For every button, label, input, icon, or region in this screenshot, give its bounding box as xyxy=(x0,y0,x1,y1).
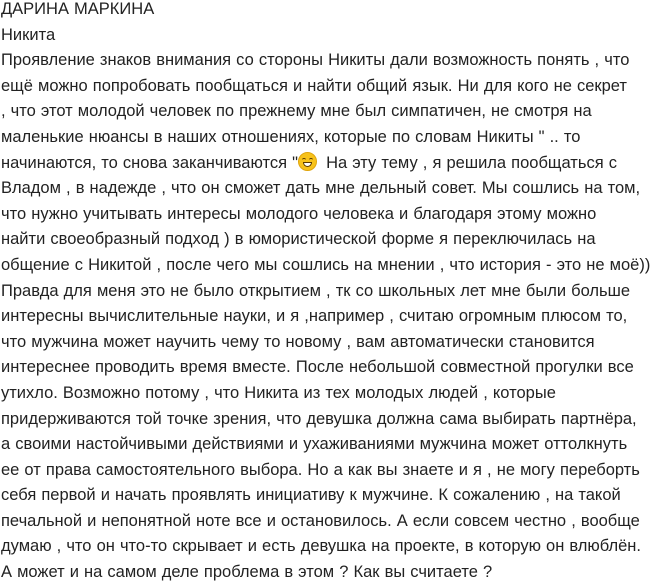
text-line: общение с Никитой , после чего мы сошлись на мнении , что история - это не моё)) xyxy=(1,255,651,274)
text-line: утихло. Возможно потому , что Никита из тех молодых людей , которые xyxy=(1,383,556,402)
text-line: думаю , что он что-то скрывает и есть девушка на проекте, в которую он влюблён. xyxy=(1,537,641,556)
text-segment: начинаются, то снова заканчиваются " xyxy=(1,153,298,172)
grinning-smile-emoji-icon xyxy=(298,152,317,171)
text-line: а своими настойчивыми действиями и ухаживаниями мужчина может оттолкнуть xyxy=(1,435,628,454)
text-line: интересны вычислительные науки, и я ,например , считаю огромным плюсом то, xyxy=(1,307,628,326)
text-line: Правда для меня это не было открытием , тк со школьных лет мне были больше xyxy=(1,281,631,300)
text-line: ещё можно попробовать пообщаться и найти общий язык. Ни для кого не секрет xyxy=(1,76,627,95)
text-line: интереснее проводить время вместе. После небольшой совместной прогулки все xyxy=(1,358,634,377)
text-line: печальной и непонятной ноте все и остановилось. А если совсем честно , вообще xyxy=(1,511,640,530)
text-line: что мужчина может научить чему то новому , вам автоматически становится xyxy=(1,332,595,351)
text-line: , что этот молодой человек по прежнему мне был симпатичен, не смотря на xyxy=(1,102,592,121)
text-line: маленькие нюансы в наших отношениях, которые по словам Никиты " .. то xyxy=(1,127,581,146)
text-line: себя первой и начать проявлять инициативу к мужчине. К сожалению , на такой xyxy=(1,486,621,505)
text-line: Владом , в надежде , что он сможет дать мне дельный совет. Мы сошлись на том, xyxy=(1,179,641,198)
text-segment: На эту тему , я решила пообщаться с xyxy=(320,153,617,172)
text-line: ее от права самостоятельного выбора. Но а как вы знаете и я , не могу переборть xyxy=(1,460,640,479)
text-line-with-emoji xyxy=(1,151,665,177)
text-line: что нужно учитывать интересы молодого человека и благодаря этому можно xyxy=(1,204,597,223)
author-name: ДАРИНА МАРКИНА xyxy=(1,0,155,18)
text-line: Проявление знаков внимания со стороны Никиты дали возможность понять , что xyxy=(1,51,630,70)
post-body xyxy=(1,0,665,586)
text-line: найти своеобразный подход ) в юмористической форме я переключилась на xyxy=(1,230,596,249)
post-subject: Никита xyxy=(1,25,56,44)
text-line: А может и на самом деле проблема в этом ? Как вы считаете ? xyxy=(1,563,493,582)
text-line: придерживаются той точке зрения, что девушка должна сама выбирать партнёра, xyxy=(1,409,637,428)
